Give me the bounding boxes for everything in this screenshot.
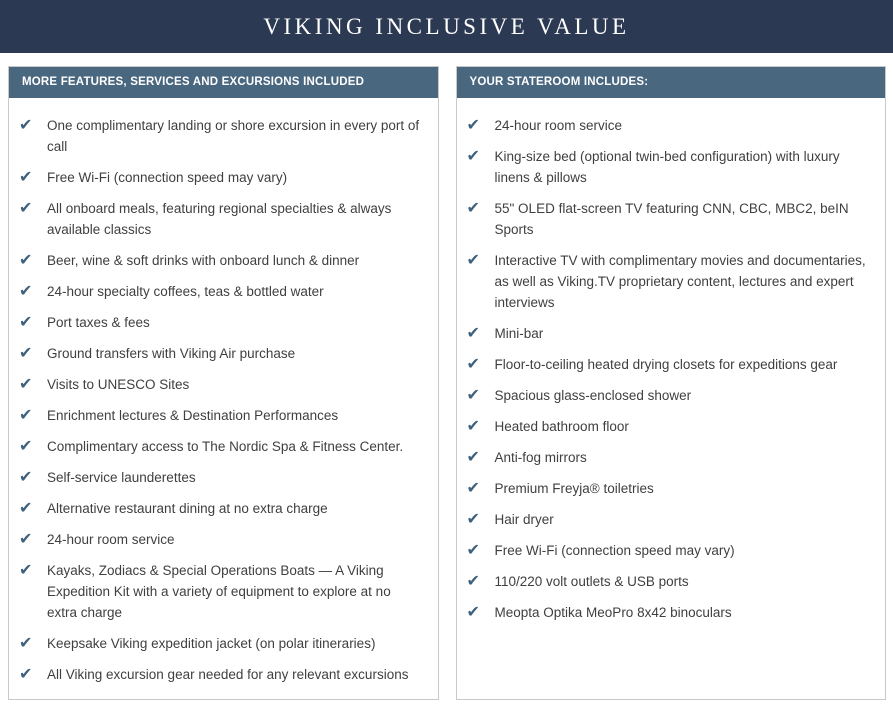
list-item [467,250,872,313]
list-item-text: All onboard meals, featuring regional specialties & always available classics [47,201,392,237]
check-icon: ✔ [19,666,33,683]
check-icon: ✔ [19,283,33,300]
list-item [467,602,872,623]
list-item-text: 24-hour room service [494,118,623,133]
features-panel [8,66,439,700]
list-item-text: Complimentary access to The Nordic Spa & Fitness Center. [47,439,404,454]
list-item-text: 24-hour room service [47,532,175,547]
list-item-text: Visits to UNESCO Sites [47,377,190,392]
check-icon: ✔ [19,531,33,548]
stateroom-panel-heading: YOUR STATEROOM INCLUDES: [457,67,886,98]
features-list [9,98,438,685]
list-item [19,281,424,302]
check-icon: ✔ [19,438,33,455]
page-header [0,0,893,53]
list-item-text: Floor-to-ceiling heated drying closets for expeditions gear [494,357,838,372]
list-item-text: King-size bed (optional twin-bed configuration) with luxury linens & pillows [494,149,840,185]
list-item [467,385,872,406]
list-item-text: Keepsake Viking expedition jacket (on polar itineraries) [47,636,376,651]
stateroom-panel [456,66,887,700]
list-item-text: One complimentary landing or shore excursion in every port of call [47,118,420,154]
stateroom-list [457,98,886,623]
check-icon: ✔ [466,418,480,435]
check-icon: ✔ [466,480,480,497]
check-icon: ✔ [19,117,33,134]
check-icon: ✔ [19,407,33,424]
list-item [19,560,424,623]
check-icon: ✔ [19,252,33,269]
check-icon: ✔ [466,356,480,373]
check-icon: ✔ [466,117,480,134]
list-item-text: Alternative restaurant dining at no extra charge [47,501,328,516]
list-item-text: Anti-fog mirrors [494,450,587,465]
list-item [467,571,872,592]
page-title: VIKING INCLUSIVE VALUE [263,13,630,39]
check-icon: ✔ [466,511,480,528]
list-item-text: 55" OLED flat-screen TV featuring CNN, CBC, MBC2, beIN Sports [494,201,849,237]
list-item [467,115,872,136]
list-item [19,498,424,519]
check-icon: ✔ [19,169,33,186]
list-item [19,633,424,654]
list-item-text: Free Wi-Fi (connection speed may vary) [494,543,735,558]
check-icon: ✔ [19,469,33,486]
list-item [19,343,424,364]
list-item-text: Hair dryer [494,512,554,527]
list-item-text: Ground transfers with Viking Air purchase [47,346,296,361]
check-icon: ✔ [19,500,33,517]
check-icon: ✔ [466,387,480,404]
list-item [467,198,872,240]
check-icon: ✔ [466,542,480,559]
list-item [19,198,424,240]
list-item [467,146,872,188]
list-item-text: Kayaks, Zodiacs & Special Operations Boats — A Viking Expedition Kit with a variety of equipment to explore at no extra charge [47,563,391,620]
list-item [19,115,424,157]
list-item-text: All Viking excursion gear needed for any relevant excursions [47,667,409,682]
list-item [19,529,424,550]
list-item-text: Meopta Optika MeoPro 8x42 binoculars [494,605,732,620]
list-item-text: Heated bathroom floor [494,419,629,434]
list-item [19,405,424,426]
list-item-text: Mini-bar [494,326,544,341]
list-item-text: Beer, wine & soft drinks with onboard lunch & dinner [47,253,360,268]
check-icon: ✔ [19,314,33,331]
check-icon: ✔ [466,449,480,466]
list-item-text: Self-service launderettes [47,470,196,485]
list-item-text: 24-hour specialty coffees, teas & bottled water [47,284,324,299]
check-icon: ✔ [19,345,33,362]
check-icon: ✔ [19,376,33,393]
list-item-text: Free Wi-Fi (connection speed may vary) [47,170,288,185]
list-item [19,374,424,395]
check-icon: ✔ [466,604,480,621]
list-item [19,664,424,685]
check-icon: ✔ [19,562,33,579]
check-icon: ✔ [466,325,480,342]
list-item-text: Port taxes & fees [47,315,150,330]
list-item [467,478,872,499]
check-icon: ✔ [466,200,480,217]
list-item [19,250,424,271]
list-item-text: Premium Freyja® toiletries [494,481,654,496]
check-icon: ✔ [466,573,480,590]
list-item [19,312,424,333]
check-icon: ✔ [466,148,480,165]
list-item [467,323,872,344]
list-item-text: 110/220 volt outlets & USB ports [494,574,689,589]
list-item [19,467,424,488]
list-item [467,354,872,375]
list-item-text: Enrichment lectures & Destination Performances [47,408,339,423]
content-area [0,53,893,700]
list-item [19,436,424,457]
list-item [467,540,872,561]
list-item [467,416,872,437]
features-panel-heading: MORE FEATURES, SERVICES AND EXCURSIONS INCLUDED [9,67,438,98]
list-item-text: Spacious glass-enclosed shower [494,388,692,403]
check-icon: ✔ [466,252,480,269]
list-item [467,447,872,468]
list-item-text: Interactive TV with complimentary movies and documentaries, as well as Viking.TV proprietary content, lectures and expert interviews [494,253,866,310]
list-item [467,509,872,530]
check-icon: ✔ [19,200,33,217]
check-icon: ✔ [19,635,33,652]
list-item [19,167,424,188]
